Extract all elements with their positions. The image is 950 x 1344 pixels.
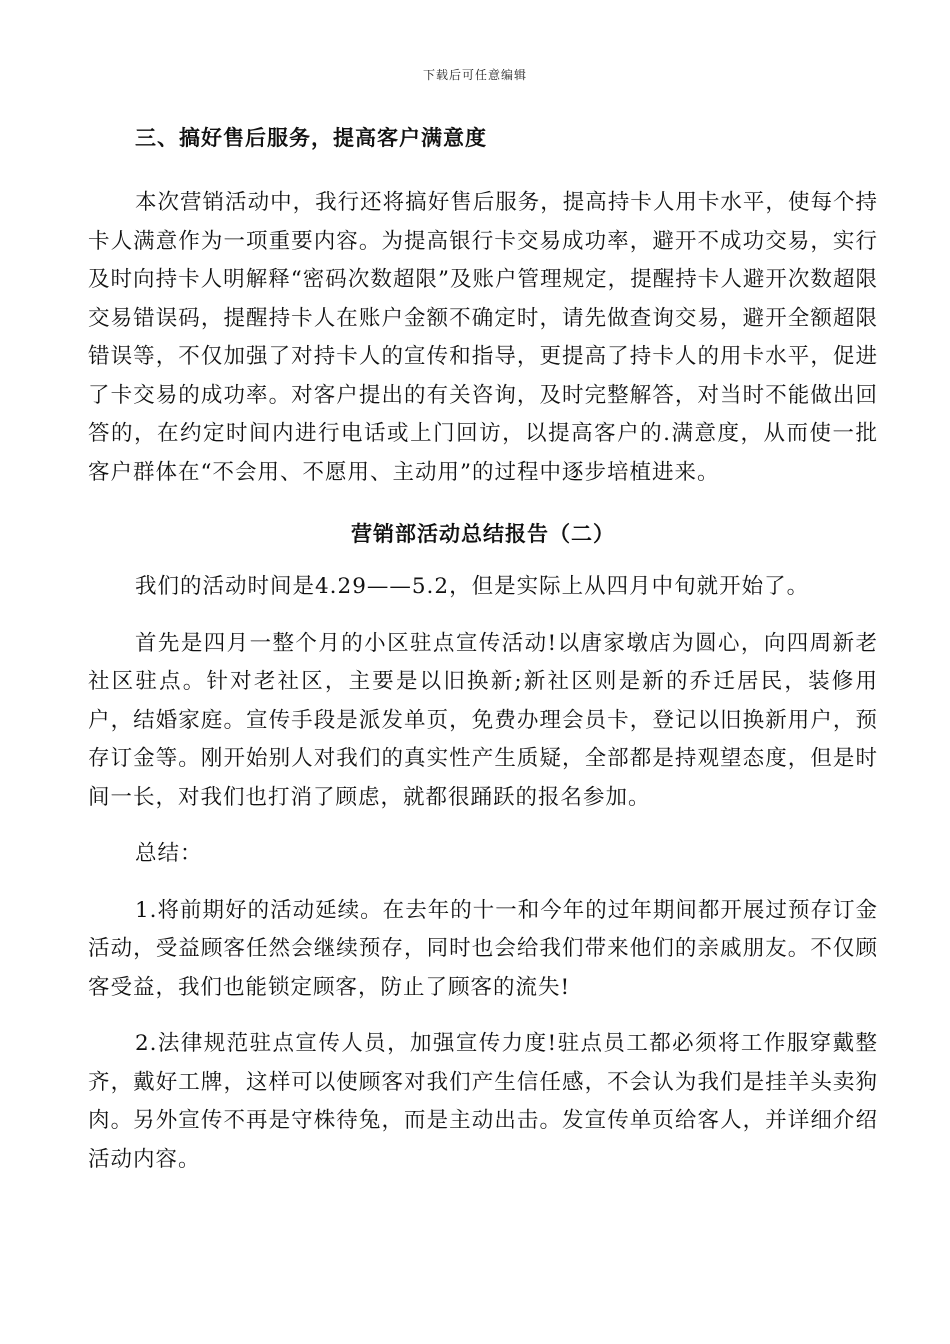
document-body [88,118,878,1179]
body-paragraph: 1.将前期好的活动延续。在去年的十一和今年的过年期间都开展过预存订金活动，受益顾客任然会继续预存，同时也会给我们带来他们的亲戚朋友。不仅顾客受益，我们也能锁定顾客，防止了顾客的流失! [88,897,878,1000]
body-paragraph: 首先是四月一整个月的小区驻点宣传活动!以唐家墩店为圆心，向四周新老社区驻点。针对老社区，主要是以旧换新;新社区则是新的乔迁居民，装修用户，结婚家庭。宣传手段是派发单页，免费办理会员卡，登记以旧换新用户，预存订金等。刚开始别人对我们的真实性产生质疑，全部都是持观望态度，但是时间一长，对我们也打消了顾虑，就都很踊跃的报名参加。 [88,630,878,810]
section-heading: 三、搞好售后服务，提高客户满意度 [135,125,487,150]
summary-label: 总结： [135,841,203,866]
report-title: 营销部活动总结报告（二） [351,521,615,546]
body-paragraph: 本次营销活动中，我行还将搞好售后服务，提高持卡人用卡水平，使每个持卡人满意作为一项重要内容。为提高银行卡交易成功率，避开不成功交易，实行及时向持卡人明解释“密码次数超限”及账户管理规定，提醒持卡人避开次数超限交易错误码，提醒持卡人在账户金额不确定时，请先做查询交易，避开全额超限错误等，不仅加强了对持卡人的宣传和指导，更提高了持卡人的用卡水平，促进了卡交易的成功率。对客户提出的有关咨询，及时完整解答，对当时不能做出回答的，在约定时间内进行电话或上门回访，以提高客户的.满意度，从而使一批客户群体在“不会用、不愿用、主动用”的过程中逐步培植进来。 [88,190,878,485]
body-paragraph: 2.法律规范驻点宣传人员，加强宣传力度!驻点员工都必须将工作服穿戴整齐，戴好工牌，这样可以使顾客对我们产生信任感，不会认为我们是挂羊头卖狗肉。另外宣传不再是守株待兔，而是主动出击。发宣传单页给客人，并详细介绍活动内容。 [88,1031,878,1172]
body-paragraph: 我们的活动时间是4.29——5.2，但是实际上从四月中旬就开始了。 [135,574,810,599]
page-header: 下载后可任意编辑 [422,68,527,82]
